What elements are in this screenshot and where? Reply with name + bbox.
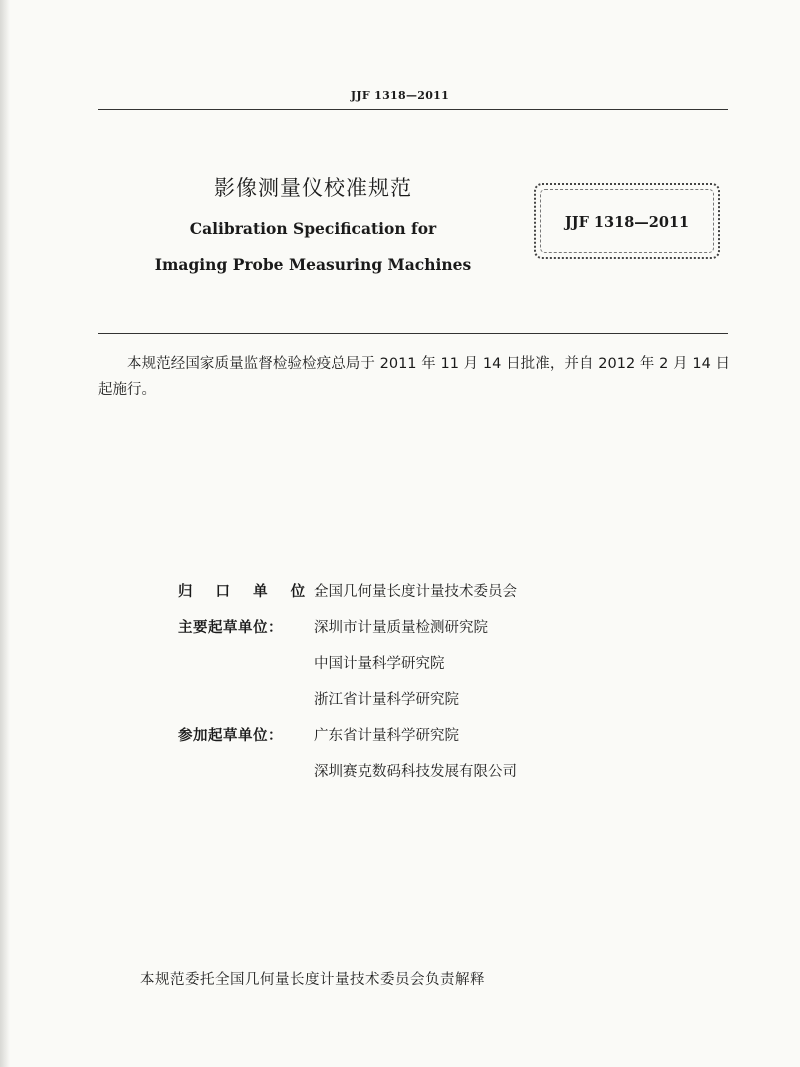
guikou-label: 归 口 单 位： [178,584,338,600]
running-head: JJF 1318—2011 [350,89,450,102]
guikou-value: 全国几何量长度计量技术委员会 [314,584,517,600]
title-english-line1: Calibration Specification for [189,219,437,238]
unit-row-main-2 [178,652,658,688]
specification-code-box [534,183,720,259]
page-edge-shadow [0,0,10,1067]
approval-statement: 本规范经国家质量监督检验检疫总局于 2011 年 11 月 14 日批准，并自 2012 年 2 月 14 日起施行。 [98,356,730,398]
title-rule [98,333,728,334]
unit-row-guikou [178,580,658,616]
participating-label: 参加起草单位： [178,728,283,744]
header-rule [98,109,728,110]
main-drafting-unit: 中国计量科学研究院 [314,656,445,672]
title-english-line2: Imaging Probe Measuring Machines [154,255,472,274]
participating-unit: 广东省计量科学研究院 [314,728,459,744]
main-drafting-unit: 深圳市计量质量检测研究院 [314,620,488,636]
unit-row-part-1 [178,724,658,760]
participating-unit: 深圳赛克数码科技发展有限公司 [314,764,517,780]
specification-code: JJF 1318—2011 [564,214,690,231]
main-drafting-label: 主要起草单位： [178,620,283,636]
unit-row-main-3 [178,688,658,724]
main-drafting-unit: 浙江省计量科学研究院 [314,692,459,708]
drafting-units [178,580,658,796]
interpretation-note: 本规范委托全国几何量长度计量技术委员会负责解释 [140,972,485,988]
unit-row-main-1 [178,616,658,652]
unit-row-part-2 [178,760,658,796]
title-chinese: 影像测量仪校准规范 [214,176,412,200]
